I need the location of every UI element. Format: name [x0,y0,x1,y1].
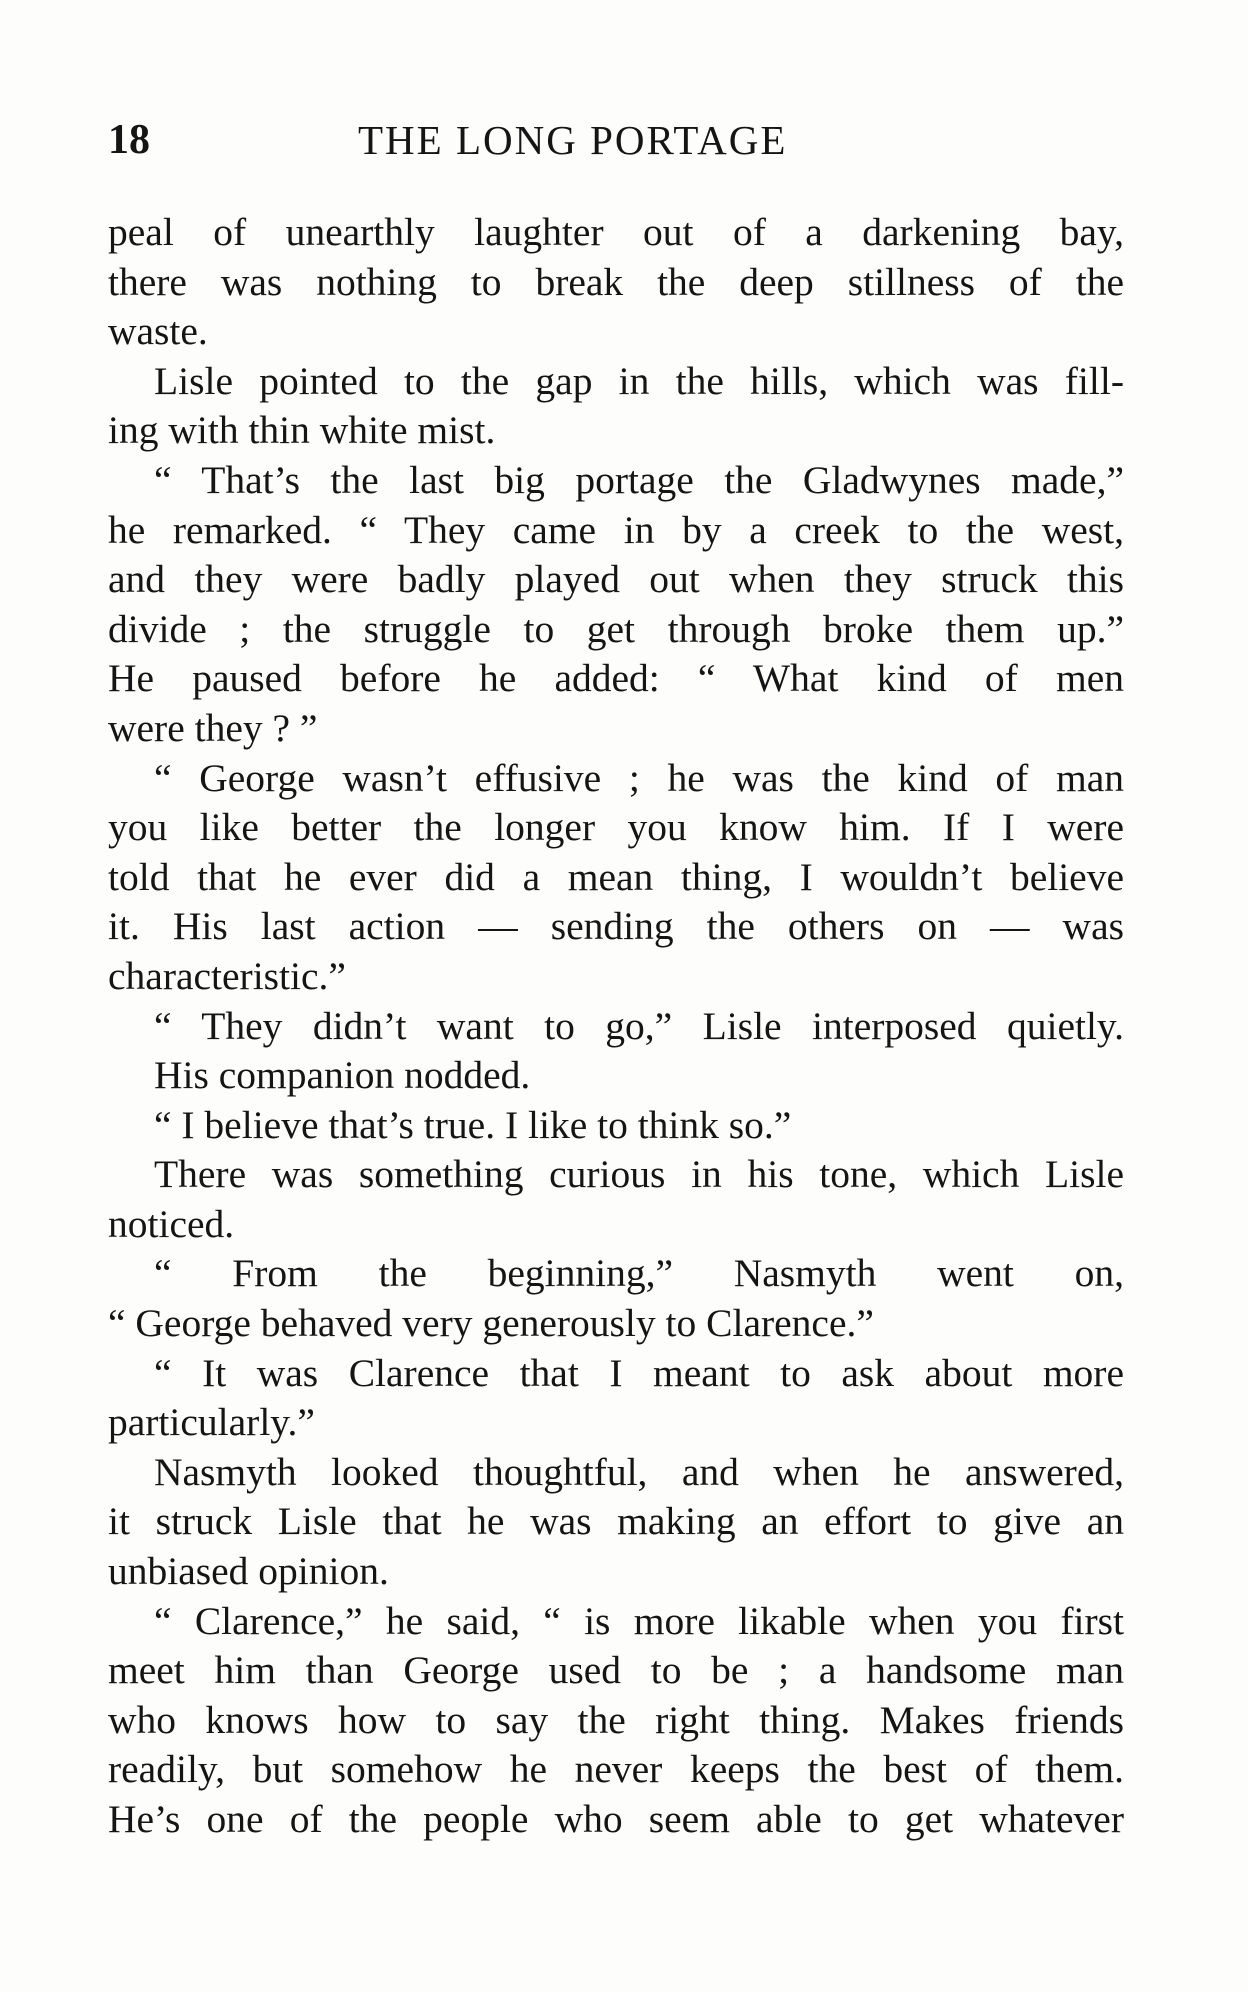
text-line: noticed. [108,1201,235,1246]
text-line: you like better the longer you know him. If I were [108,805,1124,850]
body-text [108,208,1124,1845]
text-line: particularly.” [108,1400,315,1445]
text-line: Lisle pointed to the gap in the hills, which was fill- [154,358,1124,403]
text-line: he remarked. “ They came in by a creek to the west, [108,507,1124,552]
text-line: He paused before he added: “ What kind of men [108,656,1124,701]
text-line: peal of unearthly laughter out of a darkening bay, [108,210,1124,254]
text-line: He’s one of the people who seem able to get whatever [108,1797,1124,1841]
text-line: “ That’s the last big portage the Gladwynes made,” [154,457,1124,502]
text-line: Nasmyth looked thoughtful, and when he answered, [154,1449,1124,1494]
text-line: “ It was Clarence that I meant to ask about more [154,1350,1124,1395]
text-line: unbiased opinion. [108,1549,389,1594]
text-line: who knows how to say the right thing. Makes friends [108,1697,1124,1742]
text-line: it struck Lisle that he was making an effort to give an [108,1499,1124,1544]
text-line: “ George behaved very generously to Clarence.” [108,1301,874,1346]
running-title: THE LONG PORTAGE [358,117,788,163]
text-line: There was something curious in his tone, which Lisle [154,1152,1124,1197]
text-line: “ Clarence,” he said, “ is more likable when you first [154,1598,1124,1643]
text-line: it. His last action — sending the others on — was [108,904,1124,949]
text-line: “ They didn’t want to go,” Lisle interposed quietly. [154,1003,1124,1048]
text-line: ing with thin white mist. [108,408,496,453]
text-line: there was nothing to break the deep stillness of the [108,259,1124,304]
text-line: told that he ever did a mean thing, I wouldn’t believe [108,854,1124,899]
running-head [108,110,1124,170]
text-line: “ I believe that’s true. I like to think so.” [154,1102,792,1147]
text-line: divide ; the struggle to get through broke them up.” [108,606,1124,651]
text-line: were they ? ” [108,705,318,750]
text-line: readily, but somehow he never keeps the best of them. [108,1747,1124,1792]
text-line: characteristic.” [108,953,346,998]
text-line: meet him than George used to be ; a handsome man [108,1648,1124,1693]
text-line: His companion nodded. [154,1053,531,1098]
text-line: “ George wasn’t effusive ; he was the kind of man [154,755,1124,800]
page-number: 18 [108,117,150,163]
text-line: “ From the beginning,” Nasmyth went on, [154,1251,1124,1296]
text-line: waste. [108,309,208,354]
text-line: and they were badly played out when they struck this [108,557,1124,602]
